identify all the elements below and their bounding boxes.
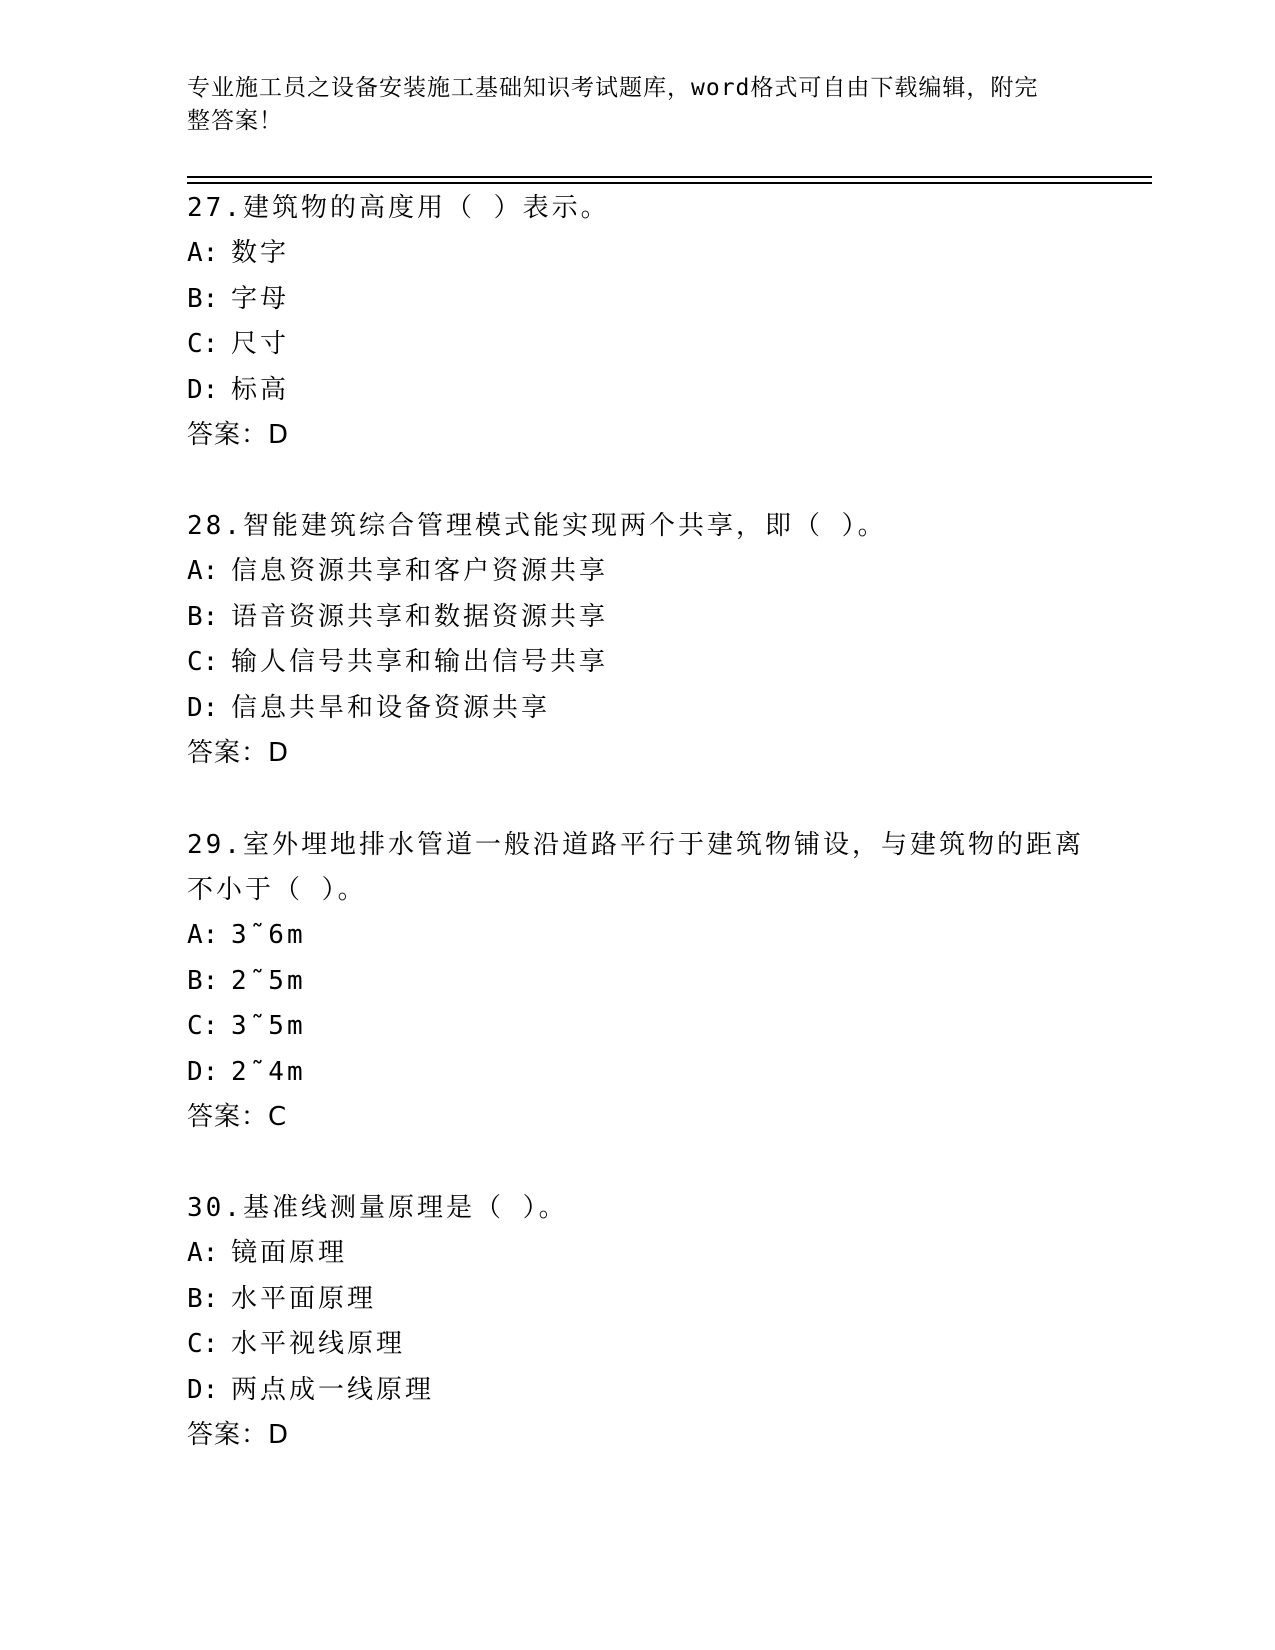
answer-line: 答案：C bbox=[187, 1102, 288, 1132]
option-b bbox=[187, 1277, 1087, 1323]
question-stem bbox=[187, 823, 1087, 913]
option-text: 语音资源共享和数据资源共享 bbox=[231, 601, 609, 632]
option-letter: A: bbox=[187, 1238, 219, 1268]
question-30 bbox=[187, 1186, 1087, 1459]
answer-line: 答案：D bbox=[187, 1420, 290, 1450]
option-letter: D: bbox=[187, 1056, 219, 1087]
option-text: 标高 bbox=[231, 374, 290, 405]
option-letter: D: bbox=[187, 692, 219, 723]
option-text: 水平面原理 bbox=[231, 1283, 377, 1314]
option-c bbox=[187, 1004, 1087, 1050]
option-letter: D: bbox=[187, 1374, 219, 1405]
option-letter: C: bbox=[187, 647, 219, 677]
option-text: 数字 bbox=[231, 238, 290, 268]
option-c bbox=[187, 1322, 1087, 1368]
option-letter: A: bbox=[187, 238, 219, 268]
option-b bbox=[187, 595, 1087, 641]
question-stem bbox=[187, 504, 1087, 549]
option-letter: B: bbox=[187, 965, 219, 996]
option-text: 输人信号共享和输出信号共享 bbox=[231, 647, 609, 677]
option-letter: B: bbox=[187, 1283, 219, 1314]
option-d bbox=[187, 368, 1087, 414]
option-text: 两点成一线原理 bbox=[231, 1374, 435, 1405]
question-27 bbox=[187, 186, 1087, 459]
option-a bbox=[187, 913, 1087, 959]
option-d bbox=[187, 1368, 1087, 1414]
question-stem bbox=[187, 1186, 1087, 1231]
question-28 bbox=[187, 504, 1087, 777]
option-c bbox=[187, 322, 1087, 368]
question-stem-line: 29.室外埋地排水管道一般沿道路平行于建筑物铺设，与建筑物的距离 bbox=[187, 830, 1084, 860]
header-divider-bottom bbox=[187, 182, 1152, 184]
question-stem-line: 28.智能建筑综合管理模式能实现两个共享，即（ ）。 bbox=[187, 511, 887, 541]
document-header bbox=[187, 72, 1067, 138]
option-b bbox=[187, 959, 1087, 1005]
option-letter: B: bbox=[187, 283, 219, 314]
option-letter: B: bbox=[187, 601, 219, 632]
option-text: 镜面原理 bbox=[231, 1238, 348, 1268]
option-a bbox=[187, 1231, 1087, 1277]
option-text: 2˜4m bbox=[231, 1056, 306, 1087]
question-29 bbox=[187, 823, 1087, 1141]
answer-line: 答案：D bbox=[187, 420, 290, 450]
option-text: 信息资源共享和客户资源共享 bbox=[231, 556, 609, 586]
option-letter: C: bbox=[187, 329, 219, 359]
option-c bbox=[187, 640, 1087, 686]
option-letter: A: bbox=[187, 920, 219, 950]
option-letter: A: bbox=[187, 556, 219, 586]
option-text: 尺寸 bbox=[231, 329, 290, 359]
option-a bbox=[187, 549, 1087, 595]
option-d bbox=[187, 1050, 1087, 1096]
option-text: 2˜5m bbox=[231, 965, 306, 996]
option-text: 字母 bbox=[231, 283, 290, 314]
header-divider-top bbox=[187, 176, 1152, 178]
option-letter: C: bbox=[187, 1329, 219, 1359]
option-letter: C: bbox=[187, 1011, 219, 1041]
option-text: 3˜6m bbox=[231, 920, 306, 950]
option-letter: D: bbox=[187, 374, 219, 405]
option-text: 水平视线原理 bbox=[231, 1329, 406, 1359]
option-text: 3˜5m bbox=[231, 1011, 306, 1041]
question-stem-line: 不小于（ ）。 bbox=[187, 875, 367, 905]
question-stem-line: 27.建筑物的高度用（ ）表示。 bbox=[187, 193, 610, 223]
option-d bbox=[187, 686, 1087, 732]
answer-line: 答案：D bbox=[187, 738, 290, 768]
question-stem-line: 30.基准线测量原理是（ ）。 bbox=[187, 1193, 568, 1223]
option-a bbox=[187, 231, 1087, 277]
question-stem bbox=[187, 186, 1087, 231]
header-line-2: 整答案！ bbox=[187, 108, 283, 134]
option-b bbox=[187, 277, 1087, 323]
header-line-1: 专业施工员之设备安装施工基础知识考试题库，word格式可自由下载编辑，附完 bbox=[187, 75, 1039, 101]
option-text: 信息共旱和设备资源共享 bbox=[231, 692, 551, 723]
